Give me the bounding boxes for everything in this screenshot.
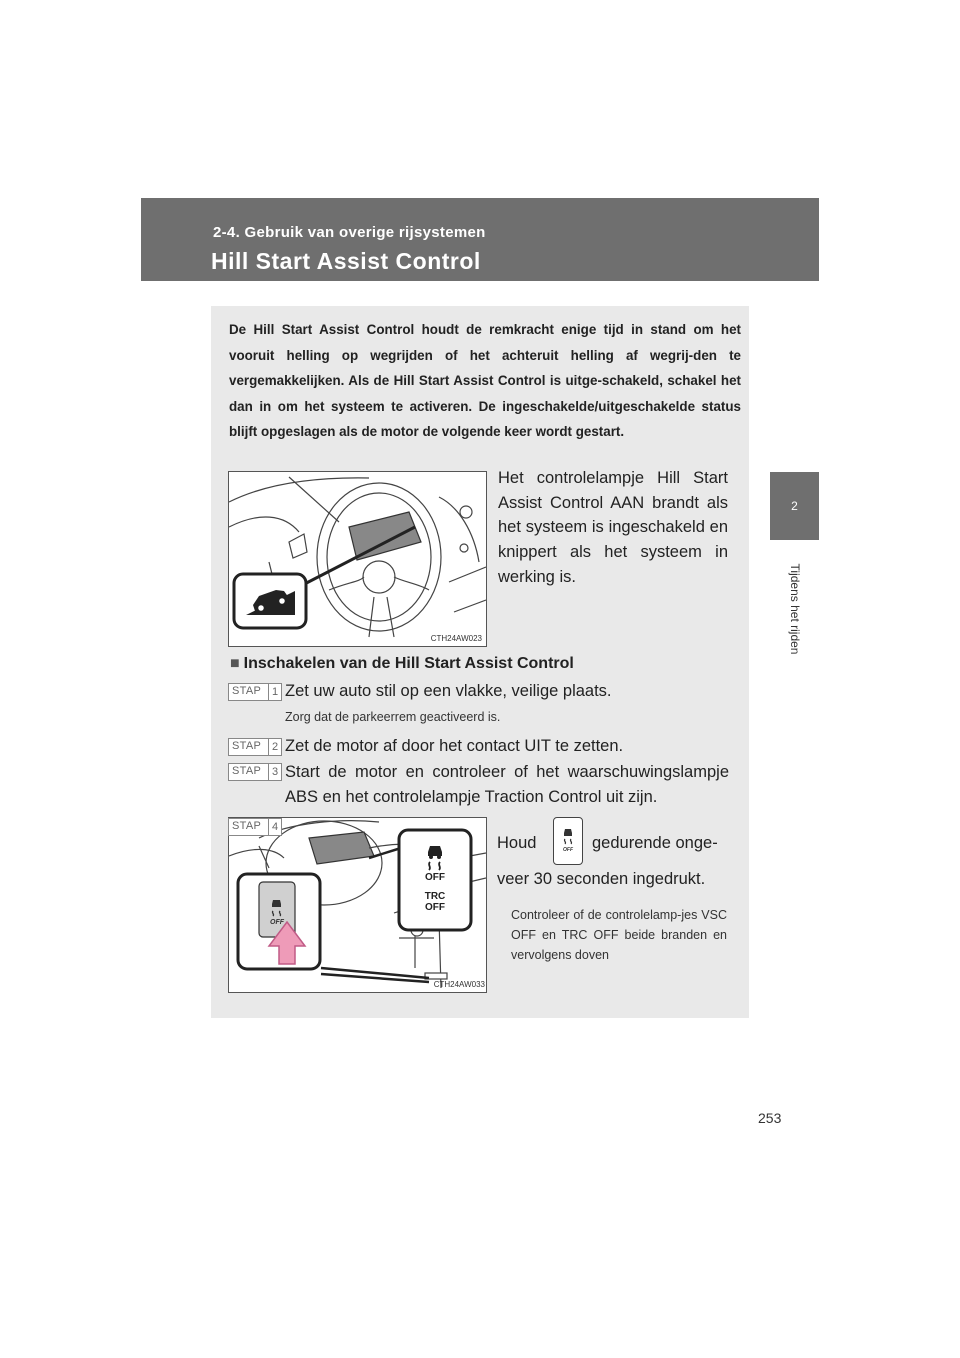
section-header [141, 198, 819, 281]
trc-indicator-text: TRC [424, 891, 446, 902]
subheading-text: Inschakelen van de Hill Start Assist Control [243, 655, 574, 672]
figure1-caption: Het controlelampje Hill Start Assist Control AAN brandt als het systeem is ingeschakeld en knippert als het systeem in werking is. [498, 469, 728, 586]
step1-text: Zet uw auto stil op een vlakke, veilige plaats. [285, 682, 612, 700]
step-badge-1 [228, 683, 282, 701]
step-badge-3 [228, 763, 282, 781]
intro-text: De Hill Start Assist Control houdt de remkracht enige tijd in stand om het vooruit helling op wegrijden of het achteruit helling af wegrij-den te vergemakkelijken. Als de Hill Start Assist Control is uitge-schakeld, schakel het dan in om het systeem te activeren. De ingeschakelde/uitgeschakelde status blijft opgeslagen als de motor de volgende keer wordt gestart. [229, 322, 741, 440]
chapter-tab-label: Tijdens het rijden [788, 563, 802, 655]
switch-off-text: OFF [563, 847, 573, 853]
trc-off-indicator-text: OFF [425, 902, 445, 913]
step-number: 3 [268, 764, 281, 780]
step-label: STAP [232, 765, 262, 777]
console-figure [228, 817, 487, 993]
vsc-off-switch-icon [553, 817, 583, 865]
figure-code: CTH24AW023 [430, 634, 482, 643]
step4-text-line2: veer 30 seconden ingedrukt. [497, 870, 706, 888]
step-number: 1 [268, 684, 281, 700]
step2-text: Zet de motor af door het contact UIT te zetten. [285, 737, 624, 755]
step-badge-4 [228, 818, 282, 836]
dashboard-illustration [229, 472, 486, 646]
step1-note: Zorg dat de parkeerrem geactiveerd is. [285, 710, 501, 724]
vsc-off-button-text: OFF [270, 919, 284, 926]
step-number: 2 [268, 739, 281, 755]
console-illustration [229, 818, 486, 992]
step-label: STAP [232, 740, 262, 752]
step4-text-post: gedurende onge- [592, 834, 718, 852]
page-title: Hill Start Assist Control [211, 248, 481, 274]
chapter-tab [770, 540, 819, 690]
step-number: 4 [268, 819, 281, 835]
section-title: 2-4. Gebruik van overige rijsystemen [213, 224, 486, 241]
step-label: STAP [232, 685, 262, 697]
figure-code: CTH24AW033 [433, 980, 485, 989]
square-bullet-icon: ■ [230, 655, 240, 672]
step-label: STAP [232, 820, 262, 832]
step3-text: Start de motor en controleer of het waarschuwingslampje ABS en het controlelampje Traction Control uit zijn. [285, 763, 729, 806]
page-number: 253 [758, 1110, 782, 1126]
step-badge-2 [228, 738, 282, 756]
step4-note: Controleer of de controlelamp-jes VSC OFF en TRC OFF beide branden en vervolgens doven [511, 908, 727, 962]
vsc-off-indicator-text: OFF [425, 872, 445, 883]
subheading [230, 655, 574, 673]
chapter-tab-number: 2 [770, 472, 819, 540]
step4-text-pre: Houd [497, 834, 537, 852]
dashboard-figure [228, 471, 487, 647]
